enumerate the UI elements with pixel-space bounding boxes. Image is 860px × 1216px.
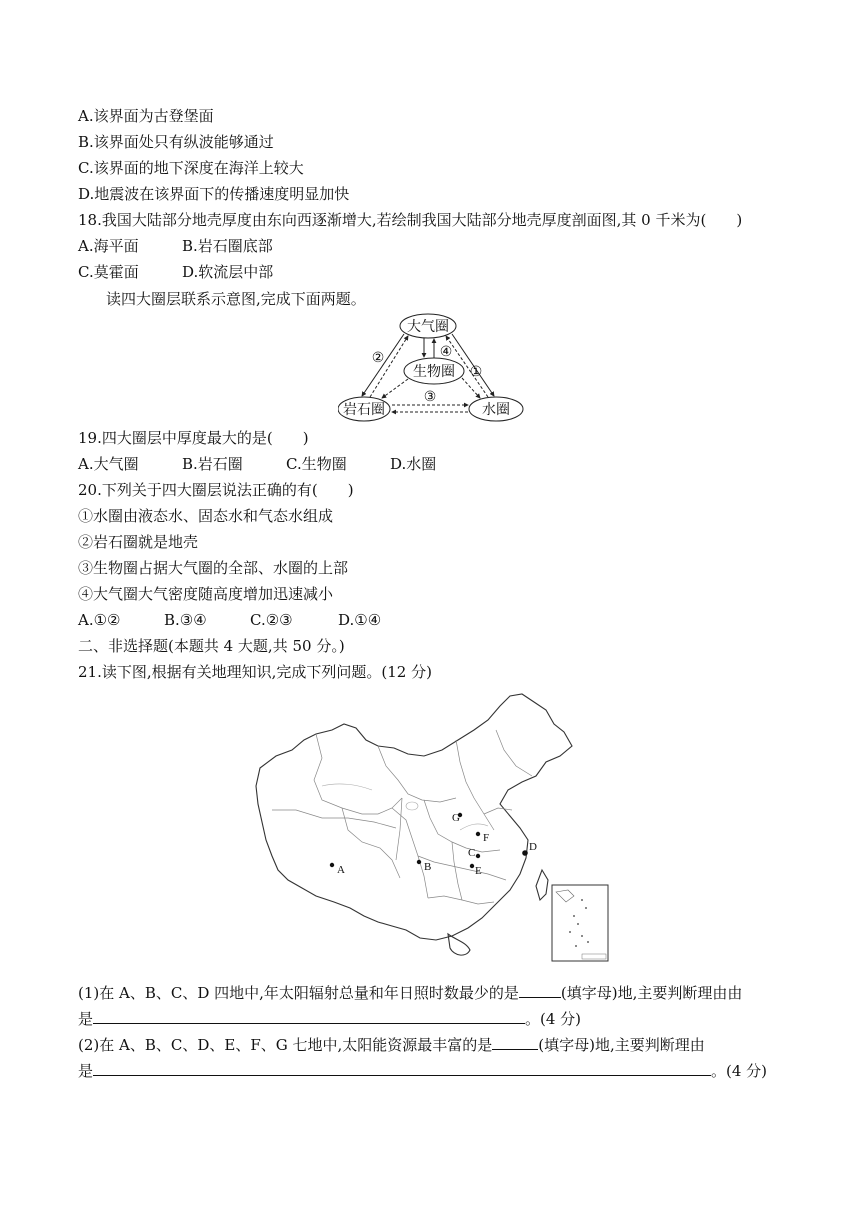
- q18-option-c: C.莫霍面: [78, 263, 139, 281]
- lithosphere-label: 岩石圈: [343, 402, 385, 418]
- q21-part1-answer-blank[interactable]: [519, 982, 561, 998]
- q17-option-a: A.该界面为古登堡面: [78, 107, 214, 125]
- q21-part1-score: 。(4 分): [525, 1010, 582, 1028]
- q19-option-b: B.岩石圈: [182, 455, 243, 473]
- q19-stem: 19.四大圈层中厚度最大的是( ): [78, 429, 309, 447]
- q20-option-a: A.①②: [78, 611, 121, 629]
- taiwan-island: [536, 870, 548, 900]
- south-china-sea-inset: [552, 885, 608, 961]
- q19-option-a: A.大气圈: [78, 455, 139, 473]
- q21-part1-line2: [78, 1008, 581, 1029]
- q21-part1-prefix: 是: [78, 1010, 94, 1028]
- atmosphere-label: 大气圈: [407, 319, 449, 335]
- diagram-intro: 读四大圈层联系示意图,完成下面两题。: [106, 290, 366, 308]
- arrow-litho-atmo: [370, 336, 408, 397]
- point-a: [330, 863, 334, 867]
- q21-part2-text-2: (填字母)地,主要判断理由: [538, 1036, 705, 1054]
- map-label-g: G: [452, 812, 460, 824]
- point-f: [476, 832, 480, 836]
- lakes-and-rivers: [322, 784, 488, 830]
- map-label-c: C: [468, 847, 476, 859]
- q20-option-c: C.②③: [250, 611, 293, 629]
- q21-part2-line2: [78, 1060, 767, 1081]
- china-map: [252, 690, 612, 965]
- q21-part2-reason-blank[interactable]: [93, 1060, 711, 1076]
- map-label-a: A: [337, 864, 345, 876]
- q21-part1-line1: [78, 982, 742, 1003]
- q21-part2-score: 。(4 分): [711, 1062, 768, 1080]
- map-label-b: B: [424, 861, 432, 873]
- q20-option-b: B.③④: [164, 611, 207, 629]
- section-2-heading: 二、非选择题(本题共 4 大题,共 50 分。): [78, 637, 345, 655]
- point-b: [417, 860, 421, 864]
- map-label-e: E: [475, 865, 482, 877]
- flow-label-1: ①: [469, 364, 483, 380]
- q21-part1-text: (1)在 A、B、C、D 四地中,年太阳辐射总量和年日照时数最少的是: [78, 984, 519, 1002]
- q20-stem: 20.下列关于四大圈层说法正确的有( ): [78, 481, 354, 499]
- q20-statement-2: ②岩石圈就是地壳: [78, 533, 199, 551]
- q20-options: [78, 610, 381, 630]
- q18-option-a: A.海平面: [78, 237, 139, 255]
- point-d: [522, 850, 528, 856]
- q21-part2-answer-blank[interactable]: [492, 1034, 538, 1050]
- q19-option-c: C.生物圈: [286, 455, 347, 473]
- q17-option-b: B.该界面处只有纵波能够通过: [78, 133, 274, 151]
- province-borders: [272, 730, 532, 904]
- flow-label-3: ③: [423, 389, 437, 405]
- q20-statement-4: ④大气圈大气密度随高度增加迅速减小: [78, 585, 334, 603]
- q18-stem: 18.我国大陆部分地壳厚度由东向西逐渐增大,若绘制我国大陆部分地壳厚度剖面图,其 0 千米为( ): [78, 211, 743, 229]
- q21-stem: 21.读下图,根据有关地理知识,完成下列问题。(12 分): [78, 663, 432, 681]
- arrow-bio-hydro: [462, 378, 480, 398]
- q18-option-b: B.岩石圈底部: [182, 237, 273, 255]
- q20-option-d: D.①④: [338, 611, 382, 629]
- map-label-d: D: [529, 841, 537, 853]
- hydrosphere-label: 水圈: [482, 402, 510, 418]
- point-e: [470, 864, 474, 868]
- biosphere-label: 生物圈: [413, 364, 455, 380]
- q21-part2-text: (2)在 A、B、C、D、E、F、G 七地中,太阳能资源最丰富的是: [78, 1036, 493, 1054]
- hainan-island: [448, 934, 470, 955]
- point-c: [476, 854, 480, 858]
- q21-part1-reason-blank[interactable]: [93, 1008, 525, 1024]
- q20-statement-1: ①水圈由液态水、固态水和气态水组成: [78, 507, 334, 525]
- q18-options-row2: [78, 262, 273, 282]
- q21-part1-text-2: (填字母)地,主要判断理由由: [560, 984, 743, 1002]
- q20-statement-3: ③生物圈占据大气圈的全部、水圈的上部: [78, 559, 349, 577]
- arrow-bio-litho: [382, 379, 408, 398]
- q19-option-d: D.水圈: [390, 455, 437, 473]
- q21-part2-line1: [78, 1034, 705, 1055]
- china-outline: [256, 694, 572, 955]
- q17-option-c: C.该界面的地下深度在海洋上较大: [78, 159, 304, 177]
- q18-option-d: D.软流层中部: [182, 263, 274, 281]
- flow-label-2: ②: [371, 350, 385, 366]
- q19-options: [78, 454, 436, 474]
- four-spheres-diagram: [338, 312, 530, 424]
- flow-label-4: ④: [439, 344, 453, 360]
- map-label-f: F: [483, 832, 490, 844]
- q21-part2-prefix: 是: [78, 1062, 94, 1080]
- q18-options-row1: [78, 236, 273, 256]
- q17-option-d: D.地震波在该界面下的传播速度明显加快: [78, 185, 350, 203]
